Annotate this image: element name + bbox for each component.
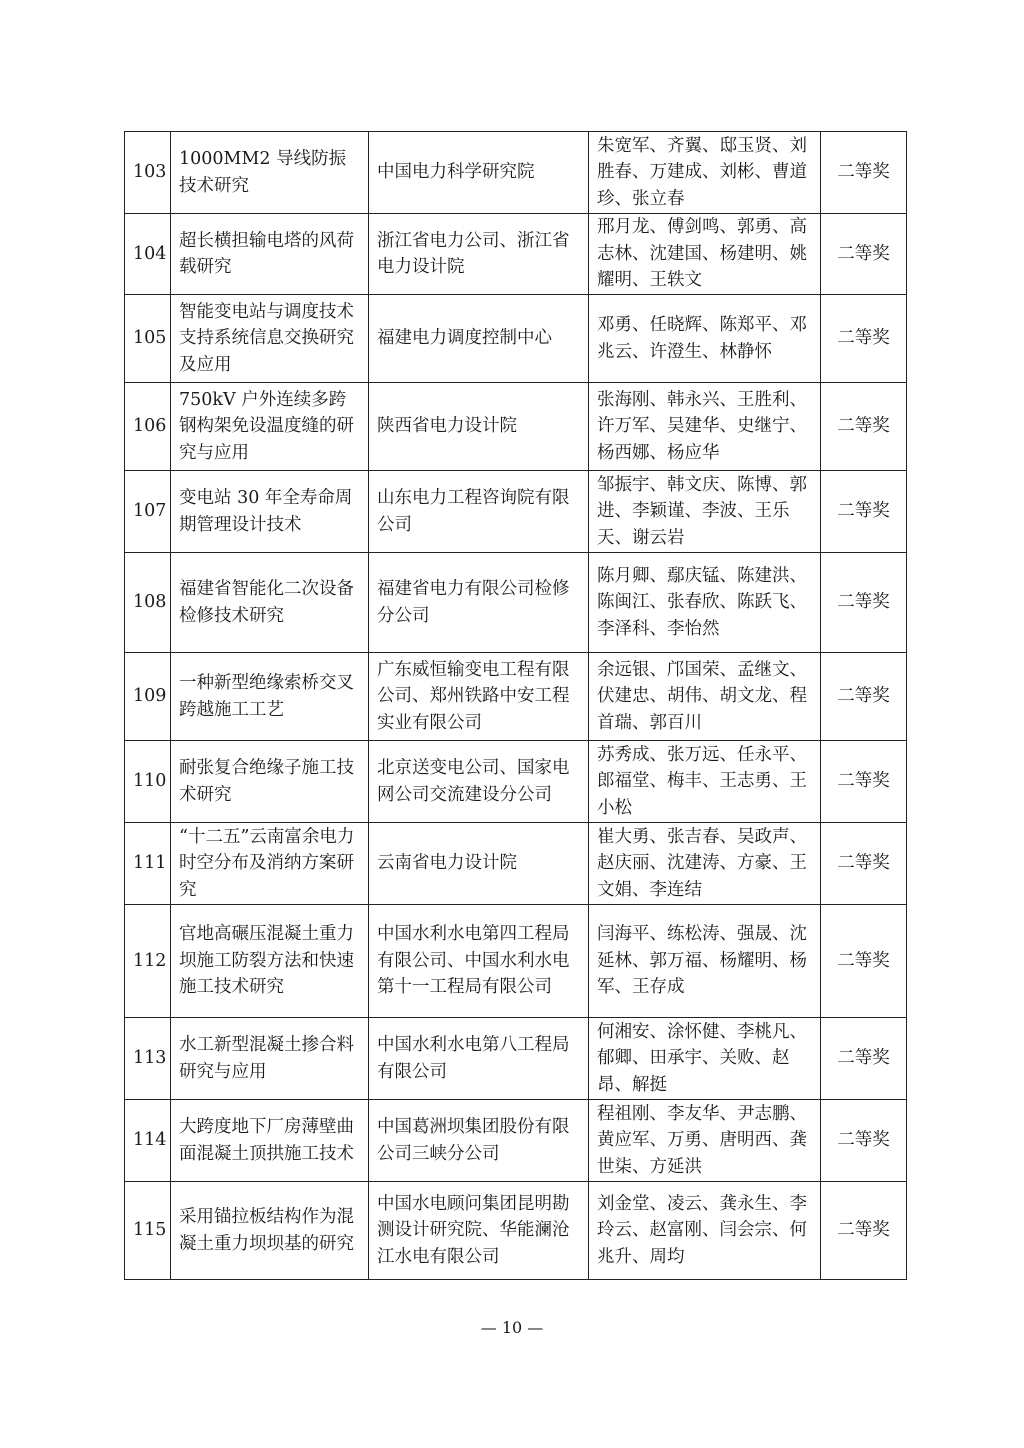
award-level: 二等奖	[821, 471, 907, 553]
participants: 余远银、邝国荣、孟继文、伏建忠、胡伟、胡文龙、程首瑞、郭百川	[589, 653, 821, 741]
row-number: 103	[125, 132, 171, 214]
award-level: 二等奖	[821, 741, 907, 823]
participants: 邓勇、任晓辉、陈郑平、邓兆云、许澄生、林静怀	[589, 295, 821, 383]
organization: 中国水电顾问集团昆明勘测设计研究院、华能澜沧江水电有限公司	[369, 1182, 589, 1280]
participants: 苏秀成、张万远、任永平、郎福堂、梅丰、王志勇、王小松	[589, 741, 821, 823]
row-number: 107	[125, 471, 171, 553]
participants: 程祖刚、李友华、尹志鹏、黄应军、万勇、唐明西、龚世柒、方延洪	[589, 1100, 821, 1182]
row-number: 104	[125, 214, 171, 295]
organization: 云南省电力设计院	[369, 823, 589, 905]
row-number: 109	[125, 653, 171, 741]
organization: 北京送变电公司、国家电网公司交流建设分公司	[369, 741, 589, 823]
award-level: 二等奖	[821, 383, 907, 471]
participants: 陈月卿、鄢庆锰、陈建洪、陈闽江、张春欣、陈跃飞、李泽科、李怡然	[589, 553, 821, 653]
row-number: 108	[125, 553, 171, 653]
project-title: 超长横担输电塔的风荷载研究	[171, 214, 369, 295]
table-row	[125, 132, 907, 214]
row-number: 115	[125, 1182, 171, 1280]
table-row	[125, 553, 907, 653]
organization: 陕西省电力设计院	[369, 383, 589, 471]
participants: 闫海平、练松涛、强晟、沈延林、郭万福、杨耀明、杨军、王存成	[589, 905, 821, 1018]
award-level: 二等奖	[821, 553, 907, 653]
table-row	[125, 1018, 907, 1100]
project-title: 一种新型绝缘索桥交叉跨越施工工艺	[171, 653, 369, 741]
participants: 邢月龙、傅剑鸣、郭勇、高志林、沈建国、杨建明、姚耀明、王轶文	[589, 214, 821, 295]
table-row	[125, 741, 907, 823]
organization: 浙江省电力公司、浙江省电力设计院	[369, 214, 589, 295]
participants: 邹振宇、韩文庆、陈博、郭进、李颖谨、李波、王乐天、谢云岩	[589, 471, 821, 553]
participants: 崔大勇、张吉春、吴政声、赵庆丽、沈建涛、方豪、王文娟、李连结	[589, 823, 821, 905]
award-level: 二等奖	[821, 653, 907, 741]
award-level: 二等奖	[821, 1018, 907, 1100]
award-level: 二等奖	[821, 1182, 907, 1280]
project-title: 智能变电站与调度技术支持系统信息交换研究及应用	[171, 295, 369, 383]
participants: 何湘安、涂怀健、李桃凡、郁卿、田承宇、关败、赵昂、解挺	[589, 1018, 821, 1100]
award-level: 二等奖	[821, 1100, 907, 1182]
organization: 福建省电力有限公司检修分公司	[369, 553, 589, 653]
project-title: “十二五”云南富余电力时空分布及消纳方案研究	[171, 823, 369, 905]
table-row	[125, 295, 907, 383]
project-title: 750kV 户外连续多跨钢构架免设温度缝的研究与应用	[171, 383, 369, 471]
organization: 福建电力调度控制中心	[369, 295, 589, 383]
row-number: 113	[125, 1018, 171, 1100]
award-level: 二等奖	[821, 295, 907, 383]
award-level: 二等奖	[821, 132, 907, 214]
organization: 中国水利水电第四工程局有限公司、中国水利水电第十一工程局有限公司	[369, 905, 589, 1018]
table-row	[125, 823, 907, 905]
project-title: 1000MM2 导线防振技术研究	[171, 132, 369, 214]
row-number: 110	[125, 741, 171, 823]
table-row	[125, 214, 907, 295]
table-row	[125, 471, 907, 553]
organization: 广东威恒输变电工程有限公司、郑州铁路中安工程实业有限公司	[369, 653, 589, 741]
project-title: 采用锚拉板结构作为混凝土重力坝坝基的研究	[171, 1182, 369, 1280]
organization: 山东电力工程咨询院有限公司	[369, 471, 589, 553]
participants: 刘金堂、凌云、龚永生、李玲云、赵富刚、闫会宗、何兆升、周均	[589, 1182, 821, 1280]
award-level: 二等奖	[821, 823, 907, 905]
row-number: 111	[125, 823, 171, 905]
participants: 张海刚、韩永兴、王胜利、许万军、吴建华、史继宁、杨西娜、杨应华	[589, 383, 821, 471]
project-title: 水工新型混凝土掺合料研究与应用	[171, 1018, 369, 1100]
row-number: 112	[125, 905, 171, 1018]
project-title: 官地高碾压混凝土重力坝施工防裂方法和快速施工技术研究	[171, 905, 369, 1018]
table-row	[125, 1182, 907, 1280]
table-row	[125, 1100, 907, 1182]
project-title: 耐张复合绝缘子施工技术研究	[171, 741, 369, 823]
awards-table	[124, 131, 907, 1280]
row-number: 105	[125, 295, 171, 383]
table-row	[125, 383, 907, 471]
organization: 中国葛洲坝集团股份有限公司三峡分公司	[369, 1100, 589, 1182]
project-title: 大跨度地下厂房薄壁曲面混凝土顶拱施工技术	[171, 1100, 369, 1182]
award-level: 二等奖	[821, 905, 907, 1018]
participants: 朱宽军、齐翼、邸玉贤、刘胜春、万建成、刘彬、曹道珍、张立春	[589, 132, 821, 214]
award-level: 二等奖	[821, 214, 907, 295]
organization: 中国电力科学研究院	[369, 132, 589, 214]
page-number: — 10 —	[480, 1318, 544, 1337]
table-row	[125, 653, 907, 741]
project-title: 福建省智能化二次设备检修技术研究	[171, 553, 369, 653]
row-number: 114	[125, 1100, 171, 1182]
row-number: 106	[125, 383, 171, 471]
project-title: 变电站 30 年全寿命周期管理设计技术	[171, 471, 369, 553]
table-row	[125, 905, 907, 1018]
organization: 中国水利水电第八工程局有限公司	[369, 1018, 589, 1100]
